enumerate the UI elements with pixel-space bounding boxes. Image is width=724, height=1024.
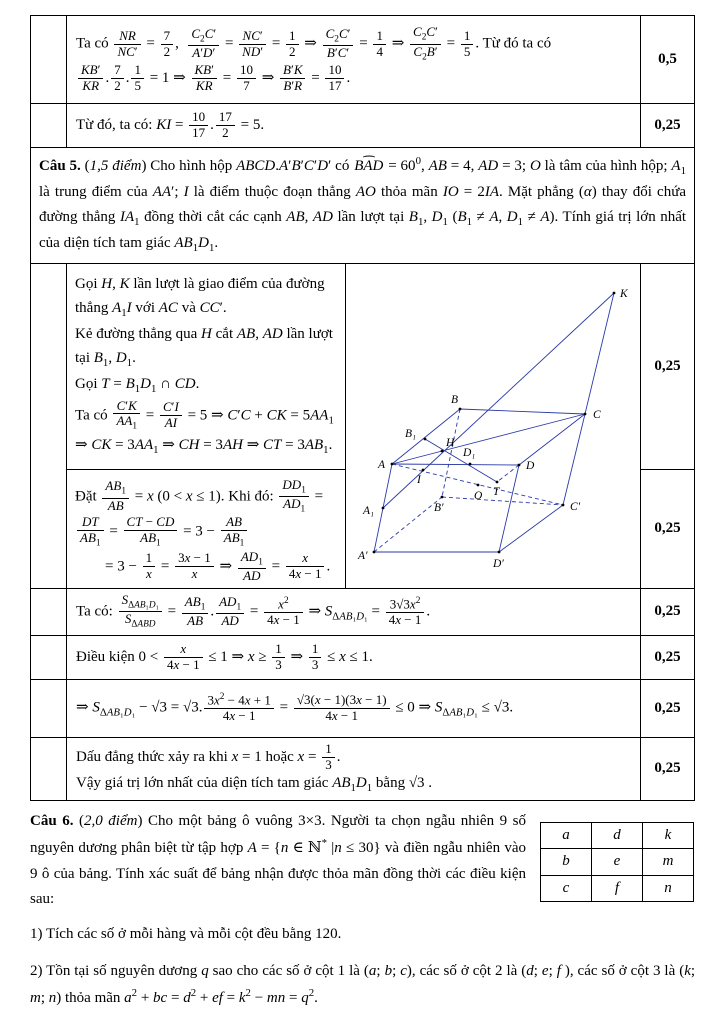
svg-text:D: D — [526, 459, 535, 472]
math-cell — [67, 104, 640, 147]
svg-text:I: I — [417, 473, 421, 486]
gutter-cell — [31, 636, 67, 679]
svg-text:B₁: B₁ — [405, 427, 417, 440]
table-row-area-ratio — [31, 589, 694, 636]
answer-grid — [540, 822, 694, 902]
svg-text:A′: A′ — [358, 549, 368, 562]
math-line: Ta có $\frac{NR}{NC'}$ = $\frac{7}{2}$ , $\frac{C_2C'}{A'D'}$ = $\frac{NC'}{ND'}$ = $\frac{1}{2}$ ⇒ $\frac{C_2C'}{B'C'}$ = $\frac{1}{4}$ ⇒ $\frac{C_2C'}{C_2B'}$ = $\frac{1}{5}$ . Từ đó ta có $\frac{KB'}{KR}$ . $\frac{7}{2}$ . $\frac{1}{5}$ = 1 ⇒ $\frac{KB'}{KR}$ = $\frac{10}{7}$ ⇒ $\frac{B'K}{B'R}$ = $\frac{10}{17}$ . — [76, 24, 552, 93]
math-cell — [67, 680, 640, 737]
table-row-inequality — [31, 680, 694, 738]
score-column — [640, 264, 694, 588]
svg-text:C: C — [593, 408, 601, 421]
table-row-condition — [31, 636, 694, 680]
gutter-cell — [31, 104, 67, 147]
grid-cell: m — [643, 849, 694, 875]
grid-cell: k — [643, 823, 694, 849]
math-line: Dấu đẳng thức xảy ra khi x = 1 hoặc x = $\frac{1}{3}$ . Vậy giá trị lớn nhất của diện tích tam giác $AB_1D_1$ bằng √3 . — [76, 740, 433, 794]
svg-text:H: H — [446, 436, 455, 449]
svg-text:T: T — [493, 485, 500, 498]
score-cell: 0,25 — [640, 104, 694, 147]
grid-row — [541, 823, 694, 849]
math-line: Từ đó, ta có: KI = $\frac{10}{17}$ . $\frac{17}{2}$ = 5. — [76, 109, 265, 140]
cau5-statement: Câu 5. (1,5 điểm) Cho hình hộp ABCD.A′B′C′D′ có ⌢ BAD = $60^0$, AB = 4, AD = 3; O là tâm của hình hộp; $A_1$ là trung điểm của AA′; I là điểm thuộc đoạn thẳng AO thỏa mãn IO = 2IA. Mặt phẳng (α) thay đổi chứa đường thẳng $IA_1$ đồng thời cắt các cạnh AB, AD lần lượt tại $B_1$, $D_1$ ($B_1 \ne A$, $D_1 \ne A$). Tính giá trị lớn nhất của diện tích tam giác $AB_1D_1$. — [31, 148, 694, 263]
score-cell: 0,25 — [641, 264, 694, 470]
grid-cell: n — [643, 875, 694, 901]
figure-cell — [346, 264, 640, 588]
svg-text:A₁: A₁ — [363, 504, 375, 517]
svg-text:B: B — [451, 393, 459, 406]
score-cell: 0,25 — [640, 738, 694, 801]
grid-cell: d — [592, 823, 643, 849]
solution-text-column — [67, 264, 346, 588]
solution-row — [31, 264, 694, 589]
svg-text:A: A — [378, 458, 386, 471]
grid-cell: f — [592, 875, 643, 901]
table-row-conclusion — [31, 738, 694, 801]
svg-text:D₁: D₁ — [463, 446, 476, 459]
cau5-statement-row — [31, 148, 694, 264]
gutter-cell — [31, 738, 67, 801]
math-line: Điều kiện 0 < $\frac{x}{4x - 1}$ ≤ 1 ⇒ x ≥ $\frac{1}{3}$ ⇒ $\frac{1}{3}$ ≤ x ≤ 1. — [76, 640, 373, 672]
gutter-cell — [31, 16, 67, 103]
math-cell — [67, 589, 640, 635]
cau6-statement: Câu 6. (2,0 điểm) Cho một bảng ô vuông 3×3. Người ta chọn ngẫu nhiên 9 số nguyên dương phân biệt từ tập hợp A = {n ∈ ℕ* |n ≤ 30} và điền ngẫu nhiên vào 9 ô của bảng. Tính xác suất để bảng nhận được thỏa mãn đồng thời các điều kiện sau: — [30, 813, 526, 907]
score-cell: 0,25 — [654, 520, 681, 537]
solution-figure — [347, 277, 639, 575]
cau6-section — [30, 801, 695, 1011]
grid-row — [541, 849, 694, 875]
table-row-kb — [31, 16, 694, 104]
solution-table — [30, 15, 695, 801]
solution-text-2: Đặt $\frac{AB_1}{AB}$ = x (0 < x ≤ 1). Khi đó: $\frac{DD_1}{AD_1}$ = $\frac{DT}{AB_1}$ = $\frac{CT - CD}{AB_1}$ = 3 − $\frac{AB}{AB_1}$ = 3 − $\frac{1}{x}$ = $\frac{3x - 1}{x}$ ⇒ $\frac{AD_1}{AD}$ = $\frac{x}{4x - 1}$ . — [75, 476, 331, 584]
svg-text:D′: D′ — [493, 557, 504, 570]
table-row-ki — [31, 104, 694, 148]
solution-main — [67, 264, 640, 588]
math-line: Ta có: $S_{\Delta AB_1D_1}$ $S_{\Delta ABD}$ = $\frac{AB_1}{AB}$ . $\frac{AD_1}{AD}$ = $\frac{x^2}{4x - 1}$ ⇒ $S_{\Delta AB_1D_1}$ = $\frac{3√3x^2}{4x - 1}$ . — [76, 592, 431, 630]
svg-text:K: K — [620, 287, 628, 300]
score-cell: 0,5 — [640, 16, 694, 103]
grid-cell: a — [541, 823, 592, 849]
grid-cell: c — [541, 875, 592, 901]
gutter-cell — [31, 680, 67, 737]
gutter-cell — [31, 264, 67, 588]
math-cell — [67, 738, 640, 801]
score-cell: 0,25 — [640, 680, 694, 737]
svg-text:O: O — [474, 489, 483, 502]
cau6-condition-2: 2) Tồn tại số nguyên dương q sao cho các số ở cột 1 là (a; b; c), các số ở cột 2 là (d; e; f ), các số ở cột 3 là (k; m; n) thỏa mãn $a^2$ + bc = $d^2$ + ef = $k^2$ − mn = $q^2$. — [30, 963, 696, 1007]
grid-cell: e — [592, 849, 643, 875]
math-cell — [67, 636, 640, 679]
gutter-cell — [31, 589, 67, 635]
solution-text-1: Gọi H, K lần lượt là giao điểm của đường thẳng $A_1I$ với AC và CC′. Kẻ đường thẳng qua H cắt AB, AD lần lượt tại $B_1$, $D_1$. Gọi $T = B_1D_1$ ∩ CD. Ta có $\frac{C'K}{AA_1}$ = $\frac{C'I}{AI}$ = 5 ⇒ C′C + CK = $5AA_1$ ⇒ CK = $3AA_1$ ⇒ CH = 3AH ⇒ CT = $3AB_1$. — [67, 264, 345, 470]
math-cell — [67, 16, 640, 103]
score-cell: 0,25 — [640, 636, 694, 679]
grid-row — [541, 875, 694, 901]
cau6-condition-1: 1) Tích các số ở mỗi hàng và mỗi cột đều bằng 120. — [30, 925, 342, 942]
grid-cell: b — [541, 849, 592, 875]
svg-text:B′: B′ — [434, 501, 444, 514]
svg-text:C′: C′ — [570, 500, 581, 513]
score-cell: 0,25 — [640, 589, 694, 635]
math-line: ⇒ $S_{\Delta AB_1D_1} - √3 = √3$. $\frac{3x^2 - 4x + 1}{4x - 1}$ = $\frac{√3(x - 1)(3x - 1)}{4x - 1}$ ≤ 0 ⇒ $S_{\Delta AB_1D_1} \le √3$. — [76, 691, 514, 724]
